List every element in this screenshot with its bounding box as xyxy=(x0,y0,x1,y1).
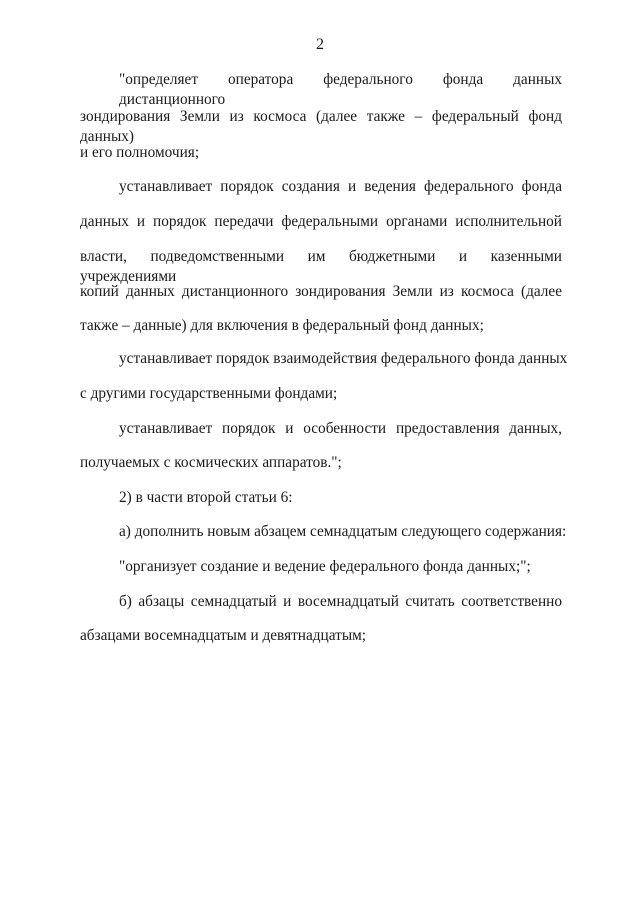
text-line: и его полномочия; xyxy=(80,144,200,161)
text-line: "организует создание и ведение федерального фонда данных;"; xyxy=(119,558,531,575)
text-line: абзацами восемнадцатым и девятнадцатым; xyxy=(80,627,367,644)
text-line: также – данные) для включения в федеральный фонд данных; xyxy=(80,317,484,334)
text-line: устанавливает порядок взаимодействия федерального фонда данных xyxy=(119,350,568,367)
page-number: 2 xyxy=(316,36,324,53)
text-line: а) дополнить новым абзацем семнадцатым следующего содержания: xyxy=(119,523,567,540)
text-line: "определяет оператора федерального фонда данных дистанционного xyxy=(119,71,562,108)
text-line: власти, подведомственными им бюджетными и казенными учреждениями xyxy=(80,248,562,285)
text-line: с другими государственными фондами; xyxy=(80,385,338,402)
text-line: копий данных дистанционного зондирования Земли из космоса (далее xyxy=(80,283,562,300)
text-line: устанавливает порядок создания и ведения федерального фонда xyxy=(119,178,562,195)
text-line: устанавливает порядок и особенности предоставления данных, xyxy=(119,420,562,437)
text-line: б) абзацы семнадцатый и восемнадцатый считать соответственно xyxy=(119,593,562,610)
text-line: данных и порядок передачи федеральными органами исполнительной xyxy=(80,213,562,230)
text-line: 2) в части второй статьи 6: xyxy=(119,489,293,506)
text-line: зондирования Земли из космоса (далее также – федеральный фонд данных) xyxy=(80,108,562,145)
text-line: получаемых с космических аппаратов."; xyxy=(80,454,342,471)
